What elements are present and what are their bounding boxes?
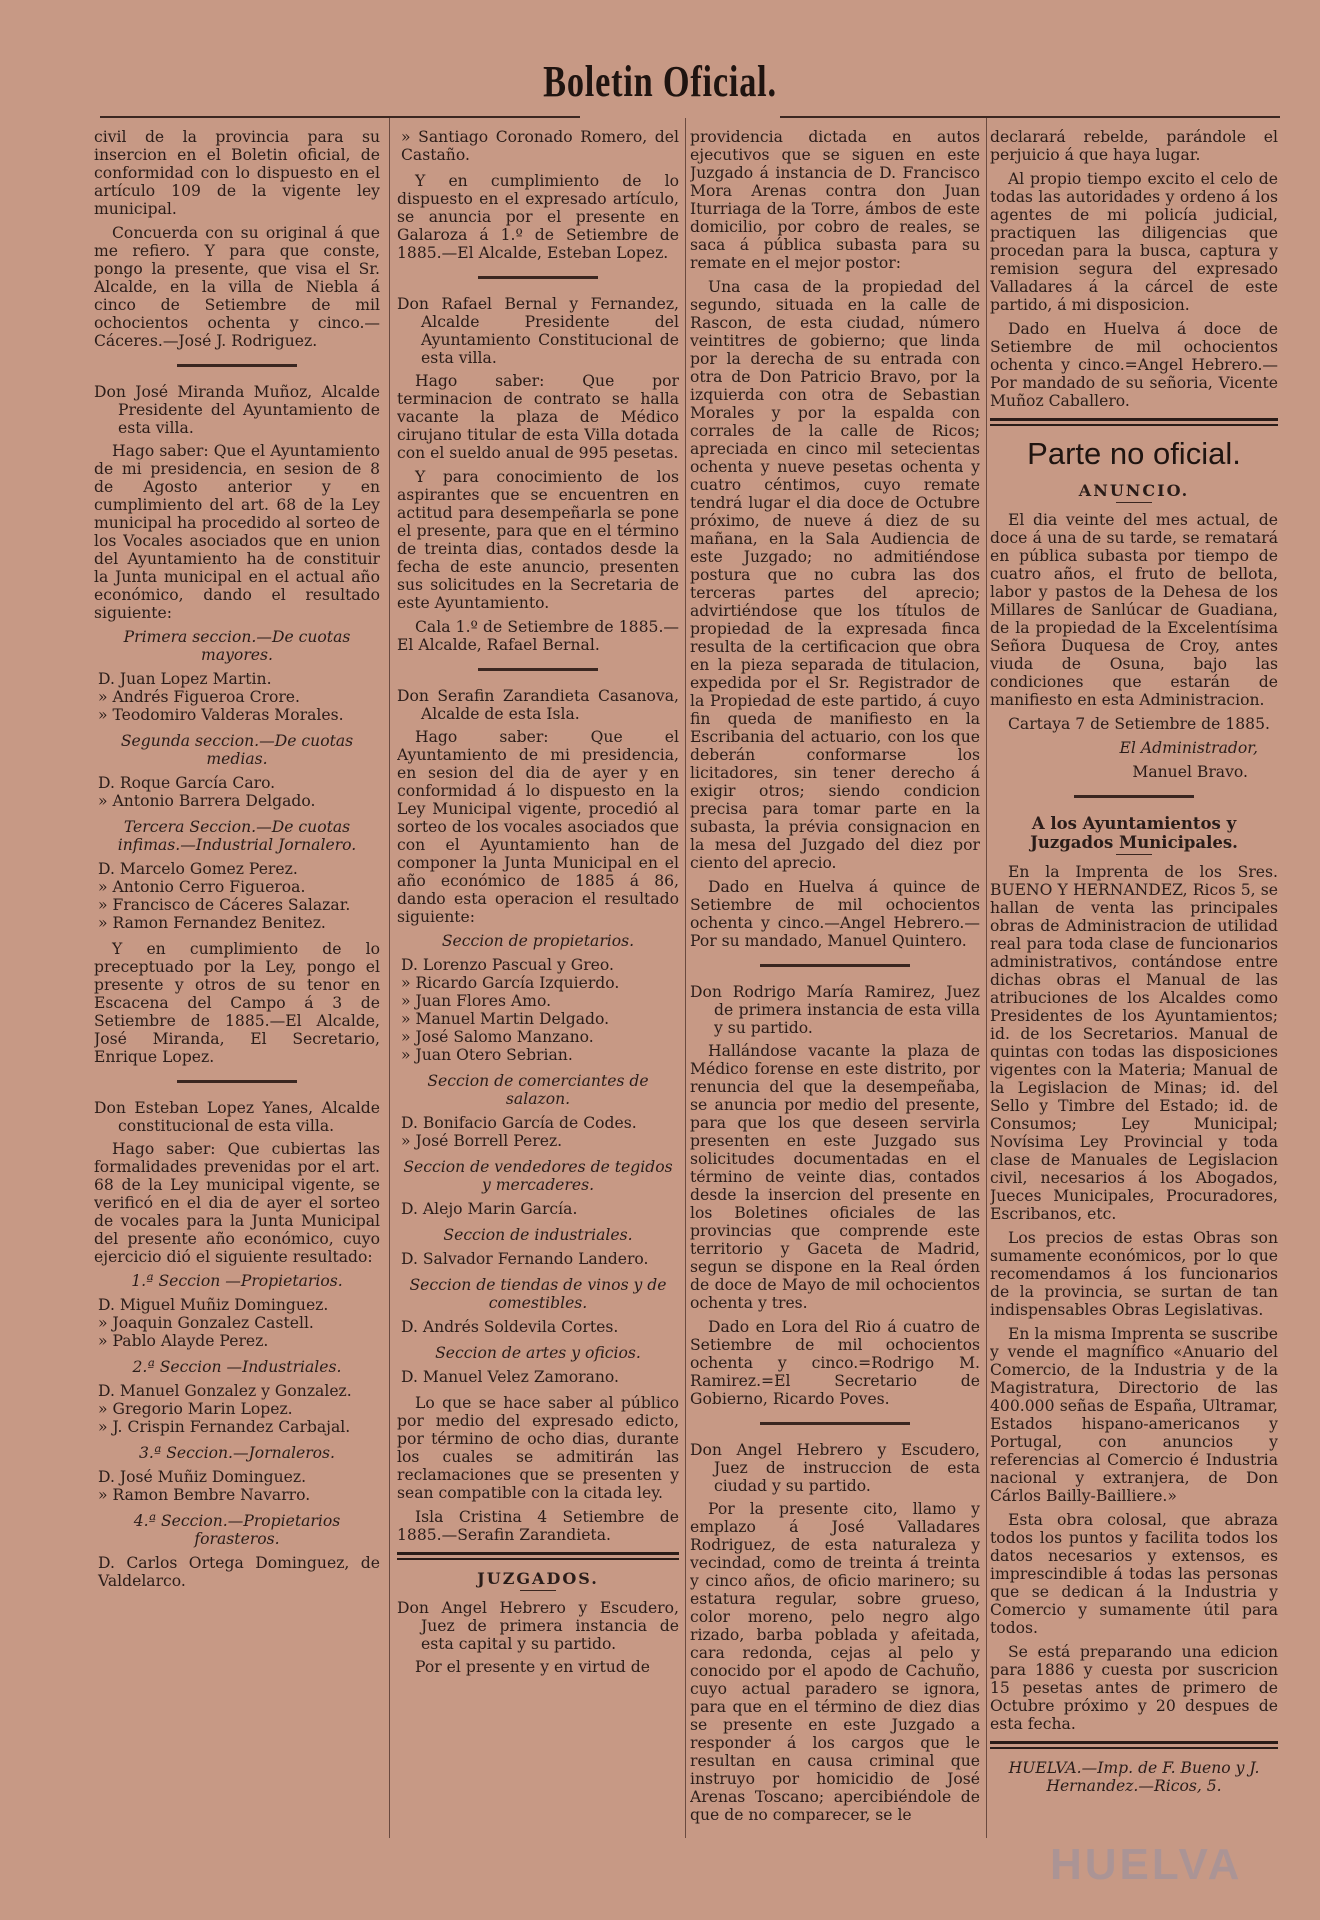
separator-rule	[760, 964, 910, 967]
list-item: » Ricardo García Izquierdo.	[401, 974, 620, 992]
notice-heading: Don Angel Hebrero y Escudero, Juez de primera instancia de esta capital y su partido.	[397, 1599, 679, 1654]
section-title: Seccion de vendedores de tegidos y mercaderes.	[403, 1158, 673, 1194]
paragraph: Y en cumplimiento de lo dispuesto en el expresado artículo, se anuncia por el presente en Galaroza á 1.º de Setiembre de 1885.—El Alcalde, Esteban Lopez.	[397, 172, 679, 262]
list-item: » Antonio Barrera Delgado.	[98, 792, 316, 810]
paragraph: civil de la provincia para su insercion en el Boletin oficial, de conformidad con lo dispuesto en el artículo 109 de la vigente ley municipal.	[94, 128, 380, 218]
list-item: » Santiago Coronado Romero, del Castaño.	[401, 128, 679, 164]
signature-role: El Administrador,	[1119, 739, 1258, 758]
paragraph: En la Imprenta de los Sres. BUENO Y HERNANDEZ, Ricos 5, se hallan de venta las principales obras de Administracion de utilidad real para toda clase de funcionarios administrativos, contándose entre dichas obras el Manual de las atribuciones de los Alcaldes como Presidentes de los Ayuntamientos; id. de los Secretarios. Manual de quintas con todas las disposiciones vigentes con la Materia; Manual de la Legislacion de Minas; id. del Sello y Timbre del Estado; id. de Consumos; Ley Municipal; Novísima Ley Provincial y toda clase de Manuales de Legislacion civil, necesarios á los Abogados, Jueces Municipales, Procuradores, Escribanos, etc.	[990, 863, 1278, 1224]
list-item: D. Manuel Velez Zamorano.	[401, 1368, 619, 1386]
double-rule	[990, 1741, 1278, 1749]
list-item: » Pablo Alayde Perez.	[98, 1332, 269, 1350]
list-item: D. Juan Lopez Martin.	[98, 670, 272, 688]
list-item: » J. Crispin Fernandez Carbajal.	[98, 1418, 351, 1436]
section-title: 3.ª Seccion.—Jornaleros.	[138, 1444, 336, 1462]
paragraph: Isla Cristina 4 Setiembre de 1885.—Serafin Zarandieta.	[397, 1508, 679, 1544]
paragraph: declarará rebelde, parándole el perjuicio á que haya lugar.	[990, 128, 1278, 164]
notice-heading: Don Rodrigo María Ramirez, Juez de primera instancia de esta villa y su partido.	[690, 983, 980, 1037]
name-list	[397, 1368, 679, 1386]
section-title: Seccion de industriales.	[443, 1226, 633, 1244]
paragraph: Hallándose vacante la plaza de Médico forense en este distrito, por renuncia del que la desempeñaba, se anuncia por medio del presente, para que los que deseen servirla presenten en este Juzgado sus solicitudes documentadas en el término de veinte dias, contados desde la insercion del presente en los Boletines oficiales de las provincias que comprende este territorio y Gaceta de Madrid, segun se dispone en la Real órden de doce de Mayo de mil ochocientos ochenta y tres.	[690, 1042, 980, 1312]
column-rule-2	[685, 118, 686, 1838]
list-item: D. Carlos Ortega Dominguez, de Valdelarco.	[98, 1554, 380, 1590]
masthead-title: Boletin Oficial.	[543, 57, 777, 106]
separator-rule	[177, 1080, 297, 1083]
list-item: D. Bonifacio García de Codes.	[401, 1114, 637, 1132]
small-rule	[1116, 502, 1152, 503]
paragraph: Y para conocimiento de los aspirantes que se encuentren en actitud para desempeñarla se pone el presente, para que en el término de treinta dias, contados desde la fecha de este anuncio, presenten sus solicitudes en la Secretaria de este Ayuntamiento.	[397, 468, 679, 612]
paragraph: Por la presente cito, llamo y emplazo á José Valladares Rodriguez, de esta naturaleza y vecindad, como de treinta á treinta y cinco años, de oficio marinero; su estatura regular, sobre grueso, color moreno, pelo negro algo rizado, barba poblada y afeitada, cara redonda, cejas al pelo y conocido por el apodo de Cachuño, cuyo actual paradero se ignora, para que en el término de diez dias se presente en este Juzgado a responder á los cargos que le resultan en causa criminal que instruyo por homicidio de José Arenas Toscano; apercibiéndole de que de no comparecer, se le	[690, 1500, 980, 1824]
separator-rule	[760, 1422, 910, 1425]
separator-rule	[478, 276, 598, 279]
small-rule	[520, 1590, 556, 1591]
list-item: D. Manuel Gonzalez y Gonzalez.	[98, 1382, 352, 1400]
top-rule-right	[780, 116, 1280, 118]
list-item: D. Miguel Muñiz Dominguez.	[98, 1296, 329, 1314]
section-title: 1.ª Seccion —Propietarios.	[131, 1272, 343, 1290]
double-rule	[990, 418, 1278, 426]
paragraph: Hago saber: Que el Ayuntamiento de mi presidencia, en sesion de 8 de Agosto anterior y en cumplimiento del art. 68 de la Ley municipal ha procedido al sorteo de los Vocales asociados que en union del Ayuntamiento ha de constituir la Junta municipal en el actual año económico, dando el resultado siguiente:	[94, 442, 380, 622]
double-rule	[397, 1552, 679, 1560]
name-list	[94, 1296, 380, 1350]
column-1	[94, 128, 380, 1840]
paragraph: Concuerda con su original á que me refiero. Y para que conste, pongo la presente, que visa el Sr. Alcalde, en la villa de Niebla á cinco de Setiembre de mil ochocientos ochenta y cinco.—Cáceres.—José J. Rodriguez.	[94, 224, 380, 350]
list-item: » Andrés Figueroa Crore.	[98, 688, 300, 706]
paragraph: Cala 1.º de Setiembre de 1885.—El Alcalde, Rafael Bernal.	[397, 618, 679, 654]
section-title: Primera seccion.—De cuotas mayores.	[123, 628, 351, 664]
name-list	[94, 670, 380, 724]
name-list	[94, 1382, 380, 1436]
section-title: Seccion de comerciantes de salazon.	[427, 1072, 649, 1108]
name-list	[397, 1114, 679, 1150]
notice-heading: Don Angel Hebrero y Escudero, Juez de instruccion de esta ciudad y su partido.	[690, 1441, 980, 1495]
name-list	[94, 1468, 380, 1504]
list-item: D. José Muñiz Dominguez.	[98, 1468, 307, 1486]
archive-watermark: HUELVA	[1050, 1840, 1243, 1889]
section-title-parte-no-oficial: Parte no oficial.	[1027, 436, 1241, 471]
column-rule-3	[986, 118, 987, 1838]
paragraph: Hago saber: Que cubiertas las formalidades prevenidas por el art. 68 de la Ley municipal vigente, se verificó en el dia de ayer el sorteo de vocales para la Junta Municipal del presente año económico, cuyo ejercicio dió el siguiente resultado:	[94, 1140, 380, 1266]
notice-heading: Don Serafin Zarandieta Casanova, Alcalde de esta Isla.	[397, 687, 679, 723]
signature-name: Manuel Bravo.	[1132, 763, 1248, 782]
paragraph: Por el presente y en virtud de	[415, 1658, 650, 1677]
paragraph: Una casa de la propiedad del segundo, situada en la calle de Rascon, de esta ciudad, número veintitres de gobierno; que linda por la derecha de su entrada con otra de Don Patricio Bravo, por la izquierda con otra de Sebastian Morales y por la espalda con corrales de la calle de Ricos; apreciada en cinco mil setecientas ochenta y nueve pesetas ochenta y cuatro céntimos, cuyo remate tendrá lugar el dia doce de Octubre próximo, de nueve á diez de su mañana, en la Sala Audiencia de este Juzgado; no admitiéndose postura que no cubra las dos terceras partes del aprecio; advirtiéndose que los títulos de propiedad de la expresada finca resulta de la certificacion que obra en la pieza separada de titulacion, expedida por el Sr. Registrador de la Propiedad de este partido, á cuyo fin queda de manifiesto en la Escribania del actuario, con los que deberán conformarse los licitadores, sin tener derecho á exigir otros; siendo condicion precisa para tomar parte en la subasta, la prévia consignacion en la mesa del Juzgado del diez por ciento del aprecio.	[690, 278, 980, 872]
list-item: » Juan Otero Sebrian.	[401, 1046, 573, 1064]
section-heading: JUZGADOS.	[477, 1569, 599, 1588]
name-list	[397, 1250, 679, 1268]
paragraph: Cartaya 7 de Setiembre de 1885.	[1008, 715, 1270, 734]
paragraph: El dia veinte del mes actual, de doce á una de su tarde, se rematará en pública subasta por tiempo de cuatro años, el fruto de bellota, labor y pastos de la Dehesa de los Millares de Sanlúcar de Guadiana, de la propiedad de la Excelentísima Señora Duquesa de Croy, antes viuda de Osuna, bajo las condiciones que estarán de manifiesto en esta Administracion.	[990, 511, 1278, 710]
paragraph: Hago saber: Que el Ayuntamiento de mi presidencia, en sesion del dia de ayer y en conformidad á lo dispuesto en la Ley Municipal vigente, procedió al sorteo de los vocales asociados que con el Ayuntamiento han de componer la Junta Municipal en el año económico de 1885 á 86, dando esta operacion el resultado siguiente:	[397, 728, 679, 926]
paragraph: En la misma Imprenta se suscribe y vende el magnífico «Anuario del Comercio, de la Industria y de la Magistratura, Directorio de las 400.000 señas de España, Ultramar, Estados hispano-americanos y Portugal, con anuncios y referencias al Comercio é Industria nacional y extranjera, de Don Cárlos Bailly-Bailliere.»	[990, 1325, 1278, 1506]
list-item: » José Salomo Manzano.	[401, 1028, 594, 1046]
imprint-footer: HUELVA.—Imp. de F. Bueno y J. Hernandez.—Ricos, 5.	[1008, 1759, 1260, 1796]
column-2	[397, 128, 679, 1840]
list-item: » Teodomiro Valderas Morales.	[98, 706, 344, 724]
paragraph: Y en cumplimiento de lo preceptuado por la Ley, pongo el presente y otros de su tenor en Escacena del Campo á 3 de Setiembre de 1885.—El Alcalde, José Miranda, El Secretario, Enrique Lopez.	[94, 940, 380, 1066]
list-item: D. Lorenzo Pascual y Greo.	[401, 956, 614, 974]
notice-heading: Don Esteban Lopez Yanes, Alcalde constitucional de esta villa.	[94, 1099, 380, 1135]
list-item: D. Salvador Fernando Landero.	[401, 1250, 649, 1268]
paragraph: Dado en Huelva á quince de Setiembre de mil ochocientos ochenta y cinco.—Angel Hebrero.—Por su mandado, Manuel Quintero.	[690, 878, 980, 950]
section-heading: ANUNCIO.	[1078, 480, 1190, 500]
list-item: » Ramon Bembre Navarro.	[98, 1486, 311, 1504]
list-item: D. Roque García Caro.	[98, 774, 276, 792]
separator-rule	[1074, 795, 1194, 798]
section-title: 2.ª Seccion —Industriales.	[132, 1358, 342, 1376]
paragraph: Se está preparando una edicion para 1886 y cuesta por suscricion 15 pesetas antes de primero de Octubre próximo y 20 despues de esta fecha.	[990, 1643, 1278, 1734]
name-list	[94, 1554, 380, 1590]
list-item: D. Alejo Marin García.	[401, 1200, 578, 1218]
paragraph: Dado en Huelva á doce de Setiembre de mil ochocientos ochenta y cinco.=Angel Hebrero.—Por mandado de su señoria, Vicente Muñoz Caballero.	[990, 320, 1278, 410]
section-title: 4.ª Seccion.—Propietarios forasteros.	[133, 1512, 341, 1548]
column-4	[990, 128, 1278, 1840]
name-list	[397, 1318, 679, 1336]
list-item: D. Marcelo Gomez Perez.	[98, 860, 298, 878]
name-list	[397, 956, 679, 1064]
list-item: D. Andrés Soldevila Cortes.	[401, 1318, 619, 1336]
paragraph: Hago saber: Que por terminacion de contrato se halla vacante la plaza de Médico cirujano titular de esta Villa dotada con el sueldo anual de 995 pesetas.	[397, 372, 679, 462]
name-list	[397, 128, 679, 164]
list-item: » José Borrell Perez.	[401, 1132, 563, 1150]
section-title: Segunda seccion.—De cuotas medias.	[120, 732, 354, 768]
section-heading: A los Ayuntamientos y Juzgados Municipales.	[1030, 814, 1238, 853]
notice-heading: Don José Miranda Muñoz, Alcalde Presidente del Ayuntamiento de esta villa.	[94, 383, 380, 437]
list-item: » Ramon Fernandez Benitez.	[98, 914, 326, 932]
name-list	[94, 774, 380, 810]
paragraph: Esta obra colosal, que abraza todos los puntos y facilita todos los datos necesarios y extensos, es imprescindible á todas las personas que se dedican á la Industria y Comercio y sumamente útil para todos.	[990, 1511, 1278, 1638]
column-3	[690, 128, 980, 1840]
name-list	[94, 860, 380, 932]
section-title: Tercera Seccion.—De cuotas infimas.—Industrial Jornalero.	[117, 818, 357, 854]
name-list	[397, 1200, 679, 1218]
section-title: Seccion de artes y oficios.	[435, 1344, 641, 1362]
separator-rule	[478, 668, 598, 671]
list-item: » Manuel Martin Delgado.	[401, 1010, 610, 1028]
section-title: Seccion de tiendas de vinos y de comestibles.	[409, 1276, 667, 1312]
small-rule	[1116, 854, 1152, 855]
list-item: » Juan Flores Amo.	[401, 992, 552, 1010]
paragraph: providencia dictada en autos ejecutivos que se siguen en este Juzgado á instancia de D. Francisco Mora Arenas contra don Juan Iturriaga de la Torre, ámbos de este domicilio, por cobro de reales, se saca á pública subasta para su remate en el mejor postor:	[690, 128, 980, 272]
section-title: Seccion de propietarios.	[441, 932, 635, 950]
paragraph: Al propio tiempo excito el celo de todas las autoridades y ordeno á los agentes de mi policía judicial, practiquen las diligencias que procedan para la busca, captura y remision segura del expresado Valladares á la cárcel de este partido, á mi disposicion.	[990, 170, 1278, 314]
separator-rule	[177, 364, 297, 367]
column-rule-1	[389, 118, 390, 1838]
list-item: » Francisco de Cáceres Salazar.	[98, 896, 351, 914]
list-item: » Antonio Cerro Figueroa.	[98, 878, 306, 896]
top-rule-left	[100, 116, 580, 118]
paragraph: Los precios de estas Obras son sumamente económicos, por lo que recomendamos á los funcionarios de la provincia, se surtan de tan indispensables Obras Legislativas.	[990, 1229, 1278, 1320]
paragraph: Lo que se hace saber al público por medio del expresado edicto, por término de ocho dias, durante los cuales se admitirán las reclamaciones que se presenten y sean compatible con la citada ley.	[397, 1394, 679, 1502]
paragraph: Dado en Lora del Rio á cuatro de Setiembre de mil ochocientos ochenta y cinco.=Rodrigo M. Ramirez.=El Secretario de Gobierno, Ricardo Poves.	[690, 1318, 980, 1408]
notice-heading: Don Rafael Bernal y Fernandez, Alcalde Presidente del Ayuntamiento Constitucional de esta villa.	[397, 295, 679, 367]
list-item: » Gregorio Marin Lopez.	[98, 1400, 293, 1418]
list-item: » Joaquin Gonzalez Castell.	[98, 1314, 314, 1332]
